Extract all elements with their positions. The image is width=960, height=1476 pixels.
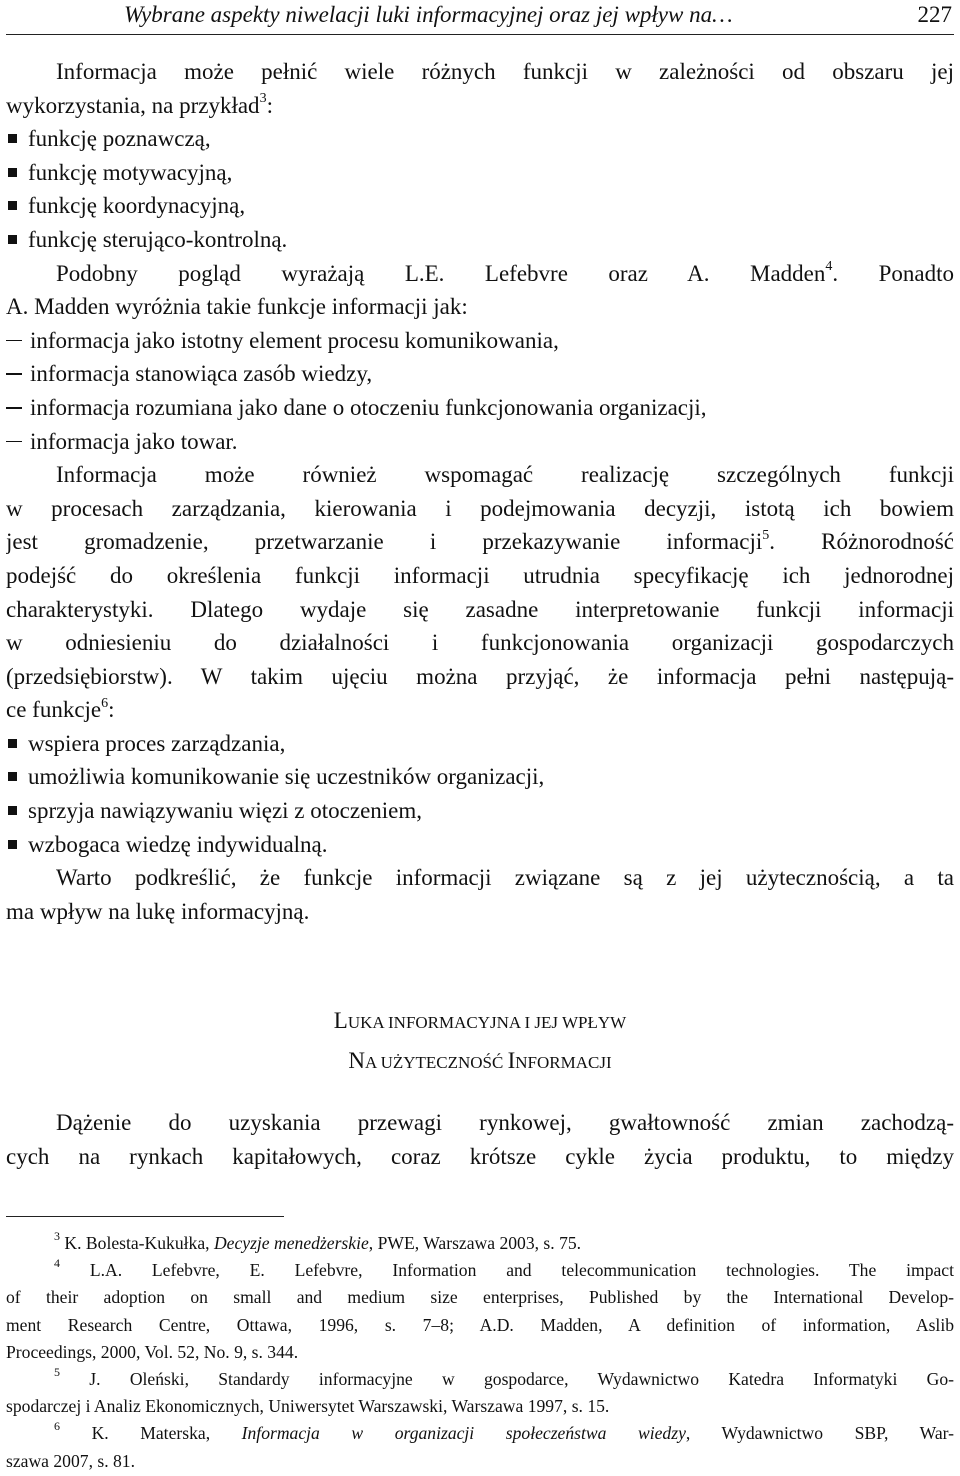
paragraph-line: Podobny pogląd wyrażają L.E. Lefebvre oraz A. Madden$^4$. Ponadto: [56, 258, 954, 286]
paragraph-line: Informacja może pełnić wiele różnych funkcji w zależności od obszaru jej: [56, 59, 954, 84]
list-item: funkcję motywacyjną,: [6, 156, 954, 190]
paragraph-line: ma wpływ na lukę informacyjną.: [6, 898, 310, 924]
main-text: [6, 55, 954, 928]
section-paragraph: [6, 1106, 954, 1174]
list-item: sprzyja nawiązywaniu więzi z otoczeniem,: [6, 794, 954, 828]
bullet-square-icon: [8, 840, 17, 849]
paragraph-line: Dążenie do uzyskania przewagi rynkowej, gwałtowność zmian zachodzą-: [56, 1110, 954, 1135]
footnote-ref: 3: [259, 90, 267, 106]
paragraph-line: w procesach zarządzania, kierowania i podejmowania decyzji, istotą ich bowiem: [6, 495, 954, 521]
list-item: wspiera proces zarządzania,: [6, 727, 954, 761]
section-heading-line: NA UŻYTECZNOŚĆ INFORMACJI: [348, 1048, 612, 1073]
paragraph-line: podejść do określenia funkcji informacji utrudnia specyfikację ich jednorodnej: [6, 562, 954, 588]
dash-marker: [6, 441, 22, 443]
list-item: informacja jako towar.: [6, 425, 954, 459]
footnote-line: szawa 2007, s. 81.: [6, 1450, 135, 1471]
paragraph-line: Informacja może również wspomagać realizację szczególnych funkcji: [56, 462, 954, 488]
list-item: funkcję poznawczą,: [6, 122, 954, 156]
dash-marker: [6, 340, 22, 342]
bullet-square-icon: [8, 201, 17, 210]
bullet-square-icon: [8, 168, 17, 177]
list-item: wzbogaca wiedzę indywidualną.: [6, 828, 954, 862]
list-item: funkcję sterująco-kontrolną.: [6, 223, 954, 257]
footnote-ref: 6: [101, 695, 109, 711]
page-number: 227: [917, 2, 952, 27]
section-heading-line: LUKA INFORMACYJNA I JEJ WPŁYW: [333, 1008, 627, 1033]
paragraph-line: wykorzystania, na przykład$^3$:: [6, 90, 273, 118]
bullet-square-icon: [8, 134, 17, 143]
footnote: $^3$ K. Bolesta-Kukułka, Decyzje menedżerskie, PWE, Warszawa 2003, s. 75.: [54, 1229, 582, 1253]
paragraph-line: ce funkcje$^6$:: [6, 695, 115, 723]
bullet-square-icon: [8, 772, 17, 781]
footnote-ref: 4: [825, 258, 833, 274]
footnote-line: ment Research Centre, Ottawa, 1996, s. 7–8; A.D. Madden, A definition of information, Aslib: [6, 1314, 954, 1335]
footnote-line: of their adoption on small and medium size enterprises, Published by the International Develop-: [6, 1287, 954, 1308]
footnote-separator: [6, 1216, 284, 1217]
running-title: Wybrane aspekty niwelacji luki informacyjnej oraz jej wpływ na…: [124, 2, 733, 27]
footnote-ref: 5: [762, 527, 770, 543]
footnote: $^4$ L.A. Lefebvre, E. Lefebvre, Information and telecommunication technologies. The impact: [54, 1257, 954, 1281]
paragraph-line: (przedsiębiorstw). W takim ujęciu można przyjąć, że informacja pełni następują-: [6, 663, 954, 689]
bullet-square-icon: [8, 739, 17, 748]
paragraph-line: Warto podkreślić, że funkcje informacji związane są z jej użytecznością, a ta: [56, 865, 954, 891]
dash-marker: [6, 407, 22, 409]
paragraph-line: jest gromadzenie, przetwarzanie i przekazywanie informacji$^5$. Różnorodność: [6, 527, 954, 555]
list-item: informacja stanowiąca zasób wiedzy,: [6, 357, 954, 391]
footnote: $^5$ J. Oleński, Standardy informacyjne w gospodarce, Wydawnictwo Katedra Informatyki Go-: [54, 1365, 954, 1389]
paragraph-line: charakterystyki. Dlatego wydaje się zasadne interpretowanie funkcji informacji: [6, 596, 954, 622]
list-item: informacja jako istotny element procesu komunikowania,: [6, 324, 954, 358]
bullet-square-icon: [8, 235, 17, 244]
footnote: $^6$ K. Materska, Informacja w organizacji społeczeństwa wiedzy, Wydawnictwo SBP, War-: [54, 1420, 954, 1444]
paragraph-line: cych na rynkach kapitałowych, coraz krótsze cykle życia produktu, to między: [6, 1144, 954, 1169]
footnotes: [6, 1230, 954, 1475]
footnote-line: Proceedings, 2000, Vol. 52, No. 9, s. 344.: [6, 1341, 299, 1362]
list-item: informacja rozumiana jako dane o otoczeniu funkcjonowania organizacji,: [6, 391, 954, 425]
list-item: funkcję koordynacyjną,: [6, 189, 954, 223]
paragraph-line: A. Madden wyróżnia takie funkcje informacji jak:: [6, 294, 468, 320]
dash-marker: [6, 373, 22, 375]
paragraph-line: w odniesieniu do działalności i funkcjonowania organizacji gospodarczych: [6, 630, 954, 656]
bullet-square-icon: [8, 806, 17, 815]
running-header: [6, 0, 954, 35]
section-heading: [6, 1002, 954, 1082]
list-item: umożliwia komunikowanie się uczestników organizacji,: [6, 760, 954, 794]
footnote-line: spodarczej i Analiz Ekonomicznych, Uniwersytet Warszawski, Warszawa 1997, s. 15.: [6, 1396, 610, 1417]
